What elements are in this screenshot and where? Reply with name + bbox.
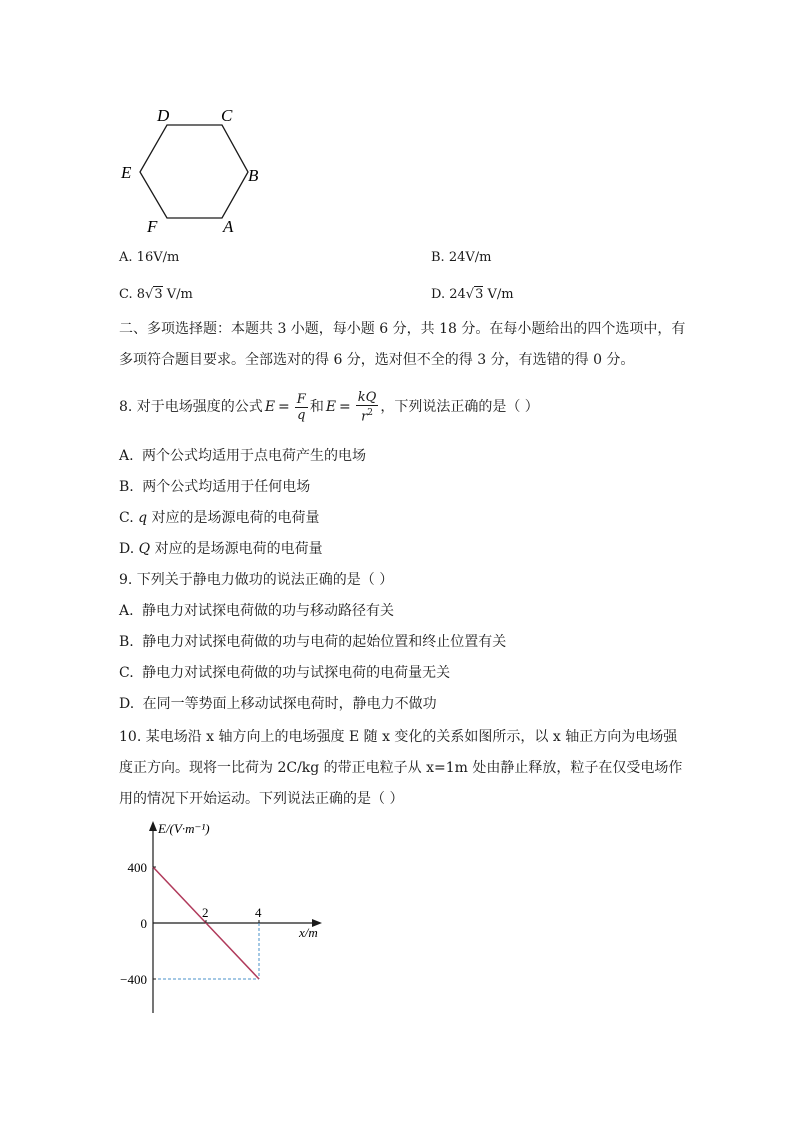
q7-option-c[interactable] — [119, 285, 193, 305]
q9-option-c-text: 静电力对试探电荷做的功与试探电荷的电荷量无关 — [142, 665, 451, 681]
chart-x-axis-label: x/m — [299, 925, 318, 940]
q7-option-d[interactable] — [431, 285, 514, 305]
q8-option-c[interactable] — [119, 508, 320, 528]
q9-option-a-letter: A. — [119, 603, 134, 619]
q8-formula1-numerator: F — [296, 391, 306, 407]
q8-formula2-fraction — [356, 390, 379, 424]
q8-option-d-letter: D. — [119, 541, 135, 557]
q9-option-c[interactable] — [119, 663, 450, 683]
hexagon-label-a: A — [223, 217, 234, 236]
q8-option-b[interactable] — [119, 477, 310, 497]
e-x-chart — [110, 815, 340, 1025]
q7-option-d-coef: 24 — [449, 287, 466, 302]
q7-option-b-value: 24V/m — [448, 250, 492, 265]
q8-option-a-text: 两个公式均适用于点电荷产生的电场 — [142, 448, 367, 464]
q7-option-d-letter: D. — [431, 287, 446, 302]
q7-option-c-unit: V/m — [166, 287, 193, 302]
q8-formula2-e: E — [325, 399, 337, 415]
q8-option-c-var: q — [138, 510, 148, 526]
q8-formula2-eq: = — [339, 399, 351, 415]
q7-option-d-sqrt: √3 — [465, 287, 484, 302]
q9-option-b-text: 静电力对试探电荷做的功与电荷的起始位置和终止位置有关 — [142, 634, 507, 650]
q8-formula2-denominator — [359, 406, 375, 424]
q8-option-c-letter: C. — [119, 510, 134, 526]
chart-x-tick-label: 4 — [255, 905, 262, 920]
q7-option-b-letter: B. — [431, 250, 445, 265]
section2-line2: 多项符合题目要求。全部选对的得 6 分，选对但不全的得 3 分，有选错的得 0 分。 — [119, 352, 635, 368]
hexagon-label-d: D — [157, 106, 170, 125]
q8-formula2-exponent: 2 — [367, 407, 374, 418]
q9-option-b[interactable] — [119, 632, 506, 652]
q7-option-c-letter: C. — [119, 287, 133, 302]
q8-formula1-denominator: q — [297, 407, 306, 423]
q8-stem — [119, 384, 539, 430]
chart-guides — [153, 923, 259, 979]
q8-option-d-text: 对应的是场源电荷的电荷量 — [150, 541, 323, 557]
chart-y-tick-label: −400 — [120, 972, 147, 987]
q8-option-b-letter: B. — [119, 479, 134, 495]
q7-option-b[interactable] — [431, 248, 491, 268]
q8-option-d[interactable] — [119, 539, 323, 559]
q8-prefix: 8. 对于电场强度的公式 — [119, 399, 263, 415]
q8-and: 和 — [309, 399, 324, 415]
chart-x-tick-label: 2 — [202, 905, 209, 920]
q9-option-a-text: 静电力对试探电荷做的功与移动路径有关 — [142, 603, 395, 619]
hexagon-figure — [115, 100, 275, 240]
q9-option-b-letter: B. — [119, 634, 134, 650]
q8-option-a[interactable] — [119, 446, 366, 466]
q7-option-d-unit: V/m — [487, 287, 514, 302]
q7-option-a-letter: A. — [119, 250, 133, 265]
q9-stem: 9. 下列关于静电力做功的说法正确的是（ ） — [119, 572, 394, 588]
hexagon-shape — [140, 125, 248, 218]
chart-y-axis-arrow — [149, 821, 157, 831]
q9-option-a[interactable] — [119, 601, 394, 621]
q8-option-b-text: 两个公式均适用于任何电场 — [142, 479, 311, 495]
q8-formula1-fraction — [295, 392, 308, 423]
q8-option-c-text: 对应的是场源电荷的电荷量 — [147, 510, 320, 526]
chart-y-axis-label: E/(V·m⁻¹) — [158, 821, 210, 836]
q7-option-d-radicand: 3 — [475, 287, 484, 302]
q9-option-d-text: 在同一等势面上移动试探电荷时，静电力不做功 — [142, 696, 437, 712]
hexagon-label-e: E — [121, 163, 132, 182]
q10-line1: 10. 某电场沿 x 轴方向上的电场强度 E 随 x 变化的关系如图所示，以 x 轴正方向为电场强 — [119, 729, 678, 745]
hexagon-label-b: B — [248, 166, 259, 185]
q10-line3: 用的情况下开始运动。下列说法正确的是（ ） — [119, 791, 404, 807]
hexagon-label-f: F — [147, 217, 158, 236]
chart-y-tick-label: 400 — [127, 860, 147, 875]
chart-y-tick-label: 0 — [140, 916, 147, 931]
q8-formula2-r: r — [361, 409, 368, 425]
hexagon-label-c: C — [221, 106, 233, 125]
q8-option-a-letter: A. — [119, 448, 134, 464]
q8-suffix: ，下列说法正确的是（ ） — [380, 399, 539, 415]
q7-option-c-radicand: 3 — [154, 287, 163, 302]
q7-option-a[interactable] — [119, 248, 179, 268]
q8-formula1-e: E — [264, 399, 276, 415]
q7-option-a-value: 16V/m — [136, 250, 180, 265]
q9-option-c-letter: C. — [119, 665, 134, 681]
chart-axes — [149, 821, 322, 1013]
q9-option-d-letter: D. — [119, 696, 135, 712]
q9-option-d[interactable] — [119, 694, 437, 714]
section2-line1: 二、多项选择题：本题共 3 小题，每小题 6 分，共 18 分。在每小题给出的四个选项中，有 — [119, 321, 686, 337]
q7-option-c-sqrt: √3 — [145, 287, 163, 302]
q8-formula2-numerator: kQ — [357, 389, 377, 405]
q8-formula1-eq: = — [278, 399, 290, 415]
q7-option-c-coef: 8 — [136, 287, 146, 302]
q10-line2: 度正方向。现将一比荷为 2C/kg 的带正电粒子从 x=1m 处由静止释放，粒子在仅受电场作 — [119, 760, 683, 776]
q8-option-d-var: Q — [138, 541, 151, 557]
